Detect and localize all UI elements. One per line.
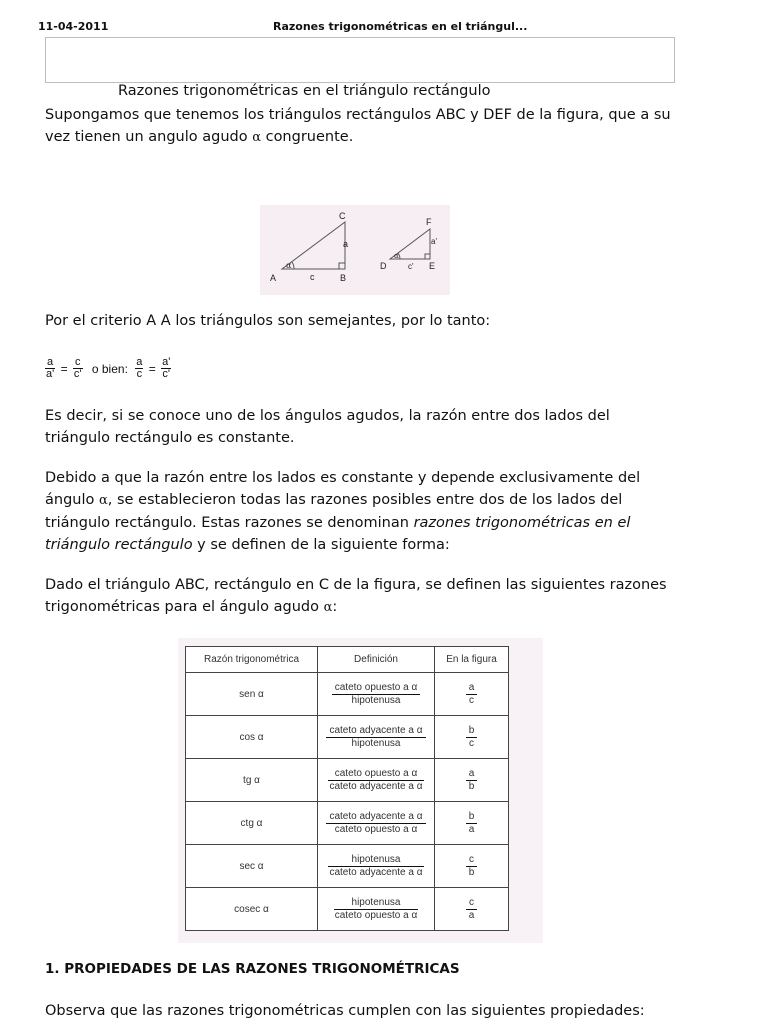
o-bien-text: o bien: [91, 361, 128, 376]
vertex-f-label: F [426, 217, 432, 227]
triangles-figure [260, 205, 450, 295]
definition-cell: $\frac{\text{cateto opuesto a α}}{\text{hipotenusa}}$ [318, 673, 435, 716]
intro-paragraph [45, 104, 685, 149]
figure-ratio-cell: $\frac{b}{c}$ [435, 716, 509, 759]
side-c-prime-label: c' [408, 262, 414, 271]
definition-cell: $\frac{\text{cateto adyacente a α}}{\text{cateto opuesto a α}}$ [318, 802, 435, 845]
ratio-name-cell: sec α [186, 845, 318, 888]
right-angle-b [339, 263, 345, 269]
fraction-a-over-a-prime: $\frac{a}{a'}$ [46, 356, 55, 380]
table-header-cell: En la figura [435, 647, 509, 673]
fraction-c-over-c-prime: $\frac{c}{c'}$ [73, 356, 82, 380]
vertex-a-label: A [270, 273, 277, 283]
section-heading: 1. PROPIEDADES DE LAS RAZONES TRIGONOMÉTRICAS [45, 961, 460, 977]
fraction-a-prime-over-c-prime: $\frac{a'}{c'}$ [162, 356, 171, 380]
side-c-label: c [310, 272, 315, 282]
alpha-symbol: α [323, 600, 333, 615]
ratio-name-cell: tg α [186, 759, 318, 802]
debido-paragraph: Debido a que la razón entre los lados es constante y depende exclusivamente del ángulo α, se establecieron todas las razones posibles entre dos de los lados del triángulo rectángulo. Estas razones se denominan razones trigonométricas en el triángulo rectángulo y se definen de la siguiente forma: [45, 470, 641, 553]
figure-ratio-cell: $\frac{c}{b}$ [435, 845, 509, 888]
table-row [186, 673, 509, 716]
es-decir-paragraph: Es decir, si se conoce uno de los ángulos agudos, la razón entre dos lados del triángulo rectángulo es constante. [45, 408, 610, 446]
intro-tail: congruente. [260, 129, 354, 145]
table-header-cell: Razón trigonométrica [186, 647, 318, 673]
figure-ratio-cell: $\frac{a}{c}$ [435, 673, 509, 716]
table-row [186, 759, 509, 802]
ratio-name-cell: cosec α [186, 888, 318, 931]
document-title: Razones trigonométricas en el triángulo rectángulo [118, 83, 491, 99]
figure-ratio-cell: $\frac{b}{a}$ [435, 802, 509, 845]
table-row [186, 716, 509, 759]
alpha-symbol: α [252, 130, 261, 145]
trig-ratios-table [185, 646, 509, 931]
intro-text: Supongamos que tenemos los triángulos rectángulos ABC y DEF de la figura, que a su vez tienen un angulo agudo [45, 107, 671, 145]
vertex-c-label: C [339, 211, 346, 221]
table-header-row [186, 647, 509, 673]
definition-cell: $\frac{\text{cateto adyacente a α}}{\text{hipotenusa}}$ [318, 716, 435, 759]
angle-arc-a [292, 262, 294, 269]
figure-ratio-cell: $\frac{c}{a}$ [435, 888, 509, 931]
criterio-paragraph: Por el criterio A A los triángulos son semejantes, por lo tanto: [45, 313, 491, 329]
table-row [186, 888, 509, 931]
figure-ratio-cell: $\frac{a}{b}$ [435, 759, 509, 802]
ratio-name-cell: sen α [186, 673, 318, 716]
table-row [186, 802, 509, 845]
vertex-d-label: D [380, 261, 387, 271]
empty-frame [45, 37, 675, 83]
side-a-label: a [343, 239, 349, 249]
definition-cell: $\frac{\text{cateto opuesto a α}}{\text{cateto adyacente a α}}$ [318, 759, 435, 802]
side-a-prime-label: a' [431, 237, 437, 246]
triangle-abc [282, 222, 345, 269]
ratio-name-cell: ctg α [186, 802, 318, 845]
header-title: Razones trigonométricas en el triángul... [273, 20, 528, 33]
definition-cell: $\frac{\text{hipotenusa}}{\text{cateto adyacente a α}}$ [318, 845, 435, 888]
table-header-cell: Definición [318, 647, 435, 673]
page-header [38, 20, 730, 36]
equals-sign: = [60, 361, 68, 376]
observa-paragraph: Observa que las razones trigonométricas cumplen con las siguientes propiedades: [45, 1003, 645, 1019]
definition-cell: $\frac{\text{hipotenusa}}{\text{cateto opuesto a α}}$ [318, 888, 435, 931]
triangles-drawing [260, 205, 450, 295]
fraction-a-over-c: $\frac{a}{c}$ [136, 356, 143, 380]
trig-ratios-table-wrapper [178, 638, 543, 943]
vertex-b-label: B [340, 273, 347, 283]
right-angle-e [425, 254, 430, 259]
dado-paragraph: Dado el triángulo ABC, rectángulo en C de la figura, se definen las siguientes razones trigonométricas para el ángulo agudo α: [45, 577, 667, 615]
proportion-formula [45, 357, 171, 380]
alpha-symbol: α [98, 493, 108, 508]
header-date: 11-04-2011 [38, 20, 109, 33]
alpha-label-left: α [286, 261, 292, 270]
equals-sign: = [148, 361, 156, 376]
vertex-e-label: E [429, 261, 436, 271]
table-row [186, 845, 509, 888]
alpha-label-right: α [394, 252, 399, 260]
ratio-name-cell: cos α [186, 716, 318, 759]
